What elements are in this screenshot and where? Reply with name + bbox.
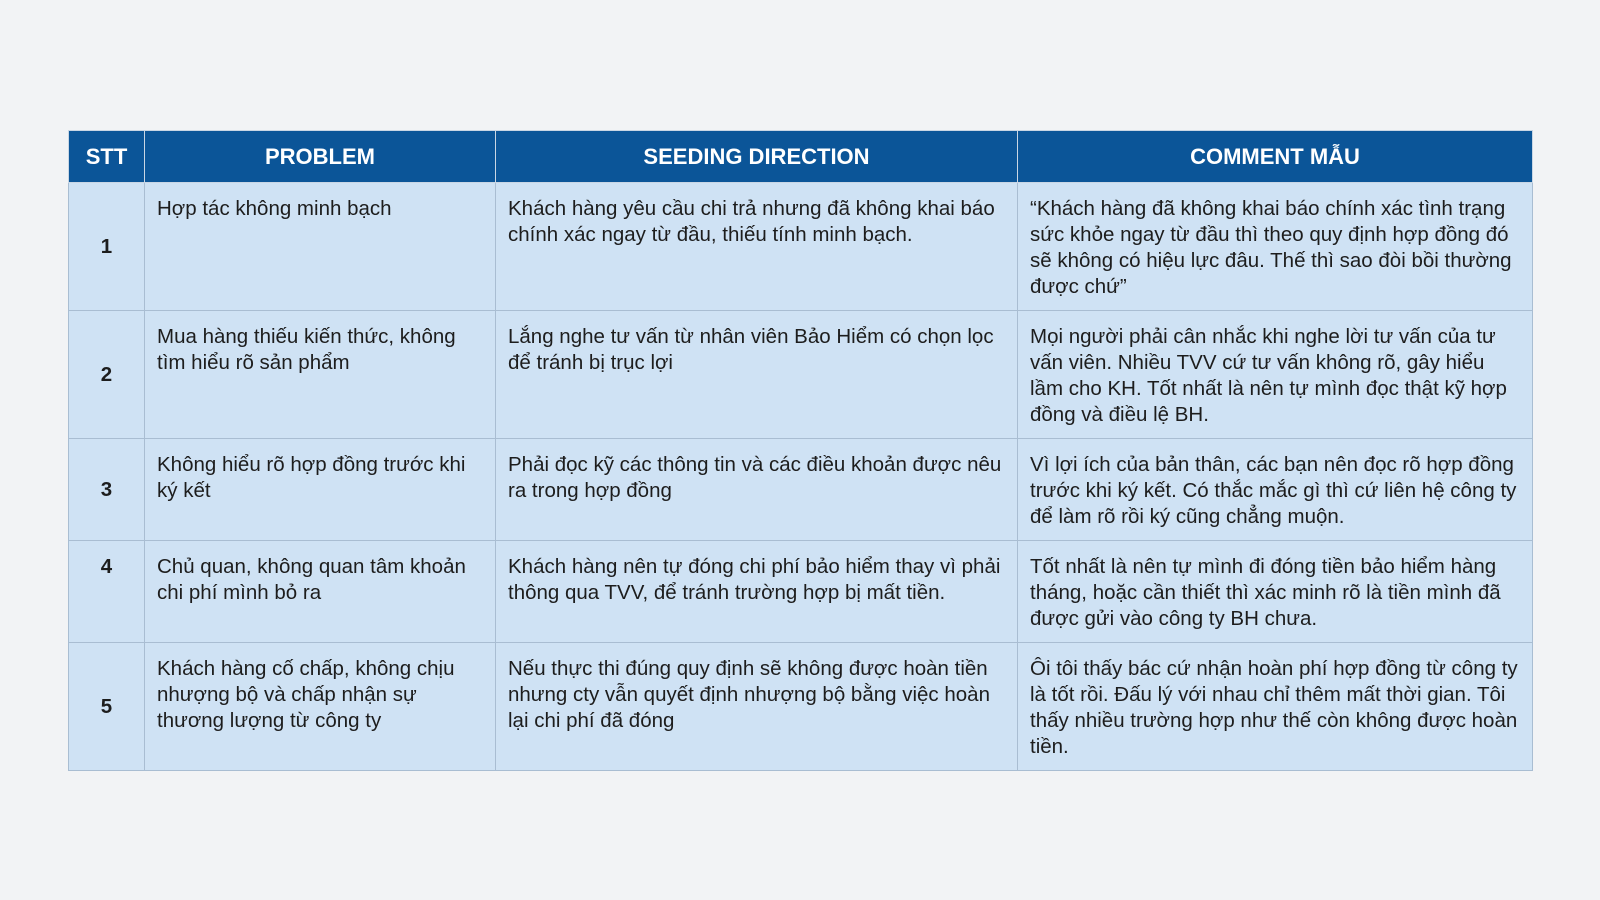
- header-problem: PROBLEM: [145, 131, 496, 183]
- seeding-table-container: [68, 130, 1532, 771]
- problem-cell: Mua hàng thiếu kiến thức, không tìm hiểu rõ sản phẩm: [145, 311, 496, 439]
- comment-cell: “Khách hàng đã không khai báo chính xác tình trạng sức khỏe ngay từ đầu thì theo quy định hợp đồng đó sẽ không có hiệu lực đâu. Thế thì sao đòi bồi thường được chứ”: [1018, 183, 1533, 311]
- row-number: 4: [69, 541, 145, 643]
- seeding-direction-cell: Khách hàng nên tự đóng chi phí bảo hiểm thay vì phải thông qua TVV, để tránh trường hợp bị mất tiền.: [496, 541, 1018, 643]
- table-row: [69, 541, 1533, 643]
- seeding-direction-cell: Khách hàng yêu cầu chi trả nhưng đã không khai báo chính xác ngay từ đầu, thiếu tính minh bạch.: [496, 183, 1018, 311]
- row-number: 5: [69, 643, 145, 771]
- header-row: [69, 131, 1533, 183]
- comment-cell: Tốt nhất là nên tự mình đi đóng tiền bảo hiểm hàng tháng, hoặc cần thiết thì xác minh rõ là tiền mình đã được gửi vào công ty BH chưa.: [1018, 541, 1533, 643]
- seeding-direction-cell: Phải đọc kỹ các thông tin và các điều khoản được nêu ra trong hợp đồng: [496, 439, 1018, 541]
- comment-cell: Vì lợi ích của bản thân, các bạn nên đọc rõ hợp đồng trước khi ký kết. Có thắc mắc gì thì cứ liên hệ công ty để làm rõ rồi ký cũng chẳng muộn.: [1018, 439, 1533, 541]
- comment-cell: Ôi tôi thấy bác cứ nhận hoàn phí hợp đồng từ công ty là tốt rồi. Đấu lý với nhau chỉ thêm mất thời gian. Tôi thấy nhiều trường hợp như thế còn không được hoàn tiền.: [1018, 643, 1533, 771]
- comment-cell: Mọi người phải cân nhắc khi nghe lời tư vấn của tư vấn viên. Nhiều TVV cứ tư vấn không rõ, gây hiểu lầm cho KH. Tốt nhất là nên tự mình đọc thật kỹ hợp đồng và điều lệ BH.: [1018, 311, 1533, 439]
- table-row: [69, 439, 1533, 541]
- problem-cell: Không hiểu rõ hợp đồng trước khi ký kết: [145, 439, 496, 541]
- row-number: 1: [69, 183, 145, 311]
- header-comment: COMMENT MẪU: [1018, 131, 1533, 183]
- header-stt: STT: [69, 131, 145, 183]
- table-row: [69, 183, 1533, 311]
- seeding-direction-cell: Nếu thực thi đúng quy định sẽ không được hoàn tiền nhưng cty vẫn quyết định nhượng bộ bằng việc hoàn lại chi phí đã đóng: [496, 643, 1018, 771]
- table-row: [69, 643, 1533, 771]
- header-seeding-direction: SEEDING DIRECTION: [496, 131, 1018, 183]
- row-number: 2: [69, 311, 145, 439]
- table-row: [69, 311, 1533, 439]
- seeding-table: [68, 130, 1533, 771]
- problem-cell: Hợp tác không minh bạch: [145, 183, 496, 311]
- row-number: 3: [69, 439, 145, 541]
- problem-cell: Chủ quan, không quan tâm khoản chi phí mình bỏ ra: [145, 541, 496, 643]
- problem-cell: Khách hàng cố chấp, không chịu nhượng bộ và chấp nhận sự thương lượng từ công ty: [145, 643, 496, 771]
- seeding-direction-cell: Lắng nghe tư vấn từ nhân viên Bảo Hiểm có chọn lọc để tránh bị trục lợi: [496, 311, 1018, 439]
